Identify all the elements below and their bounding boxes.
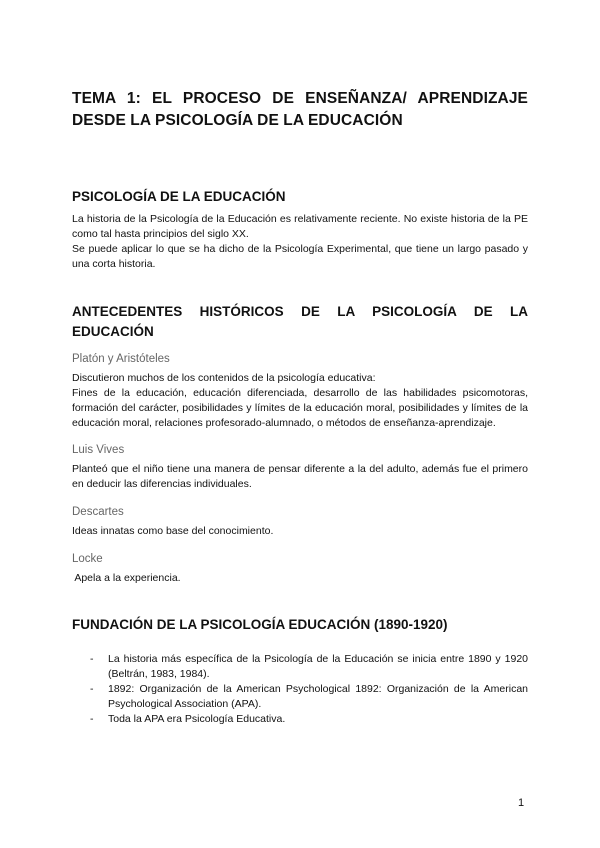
subheading-luis-vives: Luis Vives	[72, 444, 125, 456]
bullet-dash: -	[90, 653, 94, 665]
fundacion-list	[72, 652, 528, 727]
list-item	[72, 652, 528, 682]
locke-text: Apela a la experiencia.	[72, 572, 181, 584]
platon-detail-text: Fines de la educación, educación diferenciada, desarrollo de las habilidades psicomotoras, formación del carácter, posibilidades y límites de la educación moral, posibilidades y límites de la educación moral, relaciones profesorado-alumnado, o métodos de enseñanza-aprendizaje.	[72, 387, 528, 429]
bullet-dash: -	[90, 713, 94, 725]
list-item-text: Toda la APA era Psicología Educativa.	[108, 713, 286, 725]
list-item-text: La historia más específica de la Psicología de la Educación se inicia entre 1890 y 1920 (Beltrán, 1983, 1984).	[108, 653, 528, 680]
page-content	[72, 88, 528, 727]
section-heading-psicologia-educacion: PSICOLOGÍA DE LA EDUCACIÓN	[72, 189, 286, 204]
section1-paragraph-2: Se puede aplicar lo que se ha dicho de la Psicología Experimental, que tiene un largo pasado y una corta historia.	[72, 243, 528, 270]
section1-paragraph-1: La historia de la Psicología de la Educación es relativamente reciente. No existe historia de la PE como tal hasta principios del siglo XX.	[72, 213, 528, 240]
vives-text: Planteó que el niño tiene una manera de pensar diferente a la del adulto, además fue el primero en deducir las diferencias individuales.	[72, 463, 528, 490]
section-heading-antecedentes: ANTECEDENTES HISTÓRICOS DE LA PSICOLOGÍA DE LA EDUCACIÓN	[72, 304, 528, 339]
list-item-text: 1892: Organización de la American Psychological 1892: Organización de la American Psychological Association (APA).	[108, 683, 528, 710]
platon-intro-text: Discutieron muchos de los contenidos de la psicología educativa:	[72, 372, 376, 384]
list-item	[72, 682, 528, 712]
subheading-platon-aristoteles: Platón y Aristóteles	[72, 353, 170, 365]
list-item	[72, 712, 528, 727]
subheading-locke: Locke	[72, 553, 103, 565]
bullet-dash: -	[90, 683, 94, 695]
section-heading-fundacion: FUNDACIÓN DE LA PSICOLOGÍA EDUCACIÓN (1890-1920)	[72, 617, 448, 632]
descartes-text: Ideas innatas como base del conocimiento.	[72, 525, 274, 537]
subheading-descartes: Descartes	[72, 506, 124, 518]
document-title: TEMA 1: EL PROCESO DE ENSEÑANZA/ APRENDIZAJE DESDE LA PSICOLOGÍA DE LA EDUCACIÓN	[72, 90, 528, 129]
page-number: 1	[518, 797, 525, 809]
